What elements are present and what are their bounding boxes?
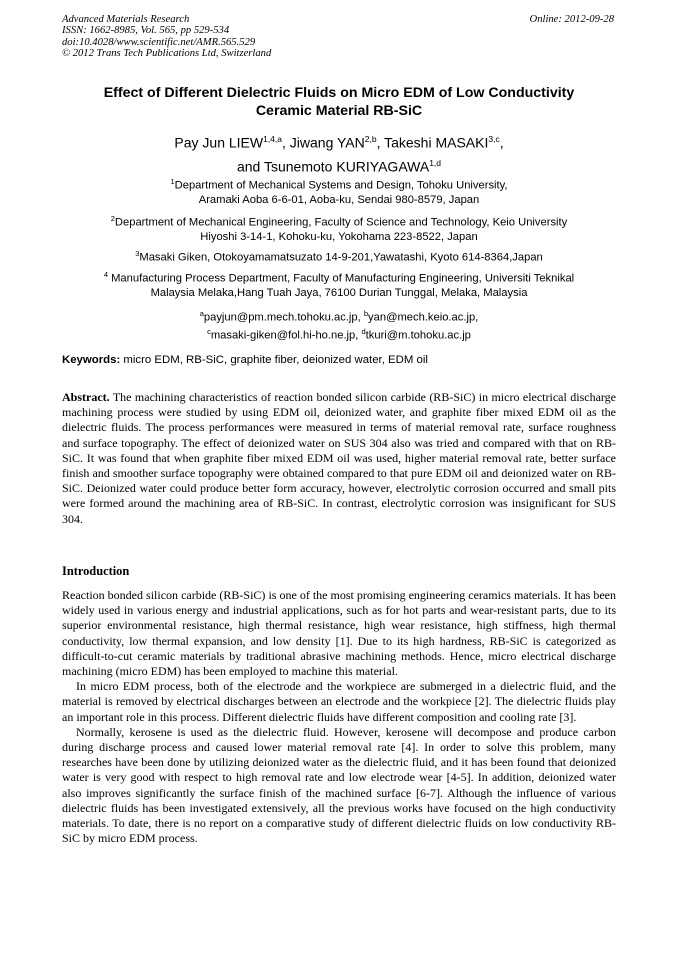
affiliation-number: 3 (135, 249, 140, 258)
author-sup: 2,b (364, 134, 377, 144)
journal-header (62, 14, 271, 60)
email-block (62, 307, 616, 344)
author-name: Jiwang YAN (289, 134, 365, 151)
online-date: Online: 2012-09-28 (529, 14, 614, 25)
affiliation-number: 4 (103, 270, 108, 279)
email-sup: a (199, 309, 204, 318)
doi-line: doi:10.4028/www.scientific.net/AMR.565.529 (62, 36, 256, 48)
email-link[interactable]: masaki-giken@fol.hi-ho.ne.jp, (210, 330, 362, 343)
author-list (62, 129, 616, 176)
paragraph: In micro EDM process, both of the electrode and the workpiece are submerged in a dielectric fluid, and the material is removed by electrical discharges between an electrode and the workpiece [2]. The dielectric fluids play an important role in this process. Different dielectric fluids have different composition and cooling rate [3]. (62, 679, 616, 724)
email-link[interactable]: payjun@pm.mech.tohoku.ac.jp, (203, 311, 364, 324)
title-line-1: Effect of Different Dielectric Fluids on Micro EDM of Low Conductivity (103, 85, 575, 101)
affiliation-number: 1 (170, 177, 175, 186)
affiliation-line: Malaysia Melaka,Hang Tuah Jaya, 76100 Durian Tunggal, Melaka, Malaysia (150, 287, 528, 300)
affiliation-number: 2 (110, 214, 115, 223)
paragraph: Normally, kerosene is used as the dielectric fluid. However, kerosene will decompose and produce carbon during discharge process and caused lower material removal rate [4]. In order to solve this problem, many researches have been done by utilizing deionized water as the dielectric fluid, and it has been found that deionized water is very good with respect to high removal rate and low electrode wear [4-5]. In addition, deionized water also improves significantly the surface finish of the machined surface [6-7]. Although the influence of various dielectric fluids has been investigated extensively, all the previous works have focused on the high conductivity materials. To date, there is no report on a comparative study of different dielectric fluids on low conductivity RB-SiC by micro EDM process. (62, 724, 616, 846)
keywords (62, 353, 616, 367)
author-sup: 1,d (429, 157, 442, 168)
affiliation-2 (62, 212, 616, 245)
keywords-label: Keywords: (62, 354, 121, 366)
author-sup: 3,c (488, 134, 500, 144)
author-line-2 (62, 153, 616, 177)
author-name: Pay Jun LIEW (174, 134, 264, 151)
affiliation-line: Manufacturing Process Department, Faculty of Manufacturing Engineering, Universiti Teknikal (111, 272, 575, 285)
affiliation-line: Department of Mechanical Engineering, Faculty of Science and Technology, Keio University (114, 216, 568, 229)
journal-name: Advanced Materials Research (62, 14, 190, 25)
email-sup: c (207, 327, 211, 337)
issn-line: ISSN: 1662-8985, Vol. 565, pp 529-534 (62, 25, 230, 37)
introduction-body (62, 588, 616, 846)
section-heading-introduction: Introduction (62, 564, 130, 578)
affiliation-1 (62, 175, 616, 208)
email-sup: d (361, 327, 366, 337)
author-sup: 1,4,a (263, 134, 282, 144)
affiliation-4 (62, 268, 616, 301)
paragraph: Reaction bonded silicon carbide (RB-SiC) is one of the most promising engineering ceramics materials. It has been widely used in various energy and industrial applications, such as for hot parts and wear-resistant parts, due to its superior environmental resistance, high thermal resistance, high wear resistance, high stiffness, high thermal conductivity, low thermal expansion, and low density [1]. Due to its high hardness, RB-SiC is categorized as difficult-to-cut ceramic materials by traditional abrasive machining methods. Hence, micro electrical discharge machining (micro EDM) has been employed to machine this material. (62, 588, 616, 679)
author-name: and Tsunemoto KURIYAGAWA (236, 158, 430, 175)
author-sep: , (376, 134, 385, 151)
affiliation-3 (62, 247, 616, 265)
abstract-label: Abstract. (62, 390, 110, 404)
email-link[interactable]: yan@mech.keio.ac.jp, (368, 311, 479, 324)
author-sep: , (499, 134, 504, 151)
author-sep: , (282, 134, 290, 151)
author-line-1 (62, 129, 616, 153)
affiliation-line: Masaki Giken, Otokoyamamatsuzato 14-9-201,Yawatashi, Kyoto 614-8364,Japan (139, 251, 543, 264)
abstract-text: The machining characteristics of reaction bonded silicon carbide (RB-SiC) in micro electrical discharge machining process were studied by using EDM oil, deionized water, and graphite fiber mixed EDM oil as the dielectric fluids. The process performances were measured in terms of material removal rate, surface roughness and surface topography. The effect of deionized water on SUS 304 also was tried and compared with that on RB-SiC. It was found that when graphite fiber mixed EDM oil was used, higher material removal rate, better surface finish and smoother surface topography were obtained compared to that pure EDM oil and deionized water on RB-SiC. Deionized water could produce better form accuracy, however, electrolytic corrosion occurred and small pits were formed around the machining area of RB-SiC. In contrast, electrolytic corrosion was insignificant for SUS 304. (62, 390, 616, 526)
paper-title (62, 84, 616, 120)
affiliation-line: Department of Mechanical Systems and Design, Tohoku University, (174, 179, 508, 192)
title-line-2: Ceramic Material RB-SiC (255, 103, 423, 119)
affiliation-line: Hiyoshi 3-14-1, Kohoku-ku, Yokohama 223-8522, Japan (200, 231, 478, 244)
email-link[interactable]: tkuri@m.tohoku.ac.jp (365, 330, 471, 343)
copyright-line: © 2012 Trans Tech Publications Ltd, Switzerland (62, 48, 272, 60)
keywords-text: micro EDM, RB-SiC, graphite fiber, deionized water, EDM oil (120, 354, 428, 366)
email-sup: b (363, 309, 369, 318)
author-name: Takeshi MASAKI (384, 134, 489, 151)
affiliation-line: Aramaki Aoba 6-6-01, Aoba-ku, Sendai 980-8579, Japan (198, 194, 480, 207)
abstract (62, 390, 616, 527)
